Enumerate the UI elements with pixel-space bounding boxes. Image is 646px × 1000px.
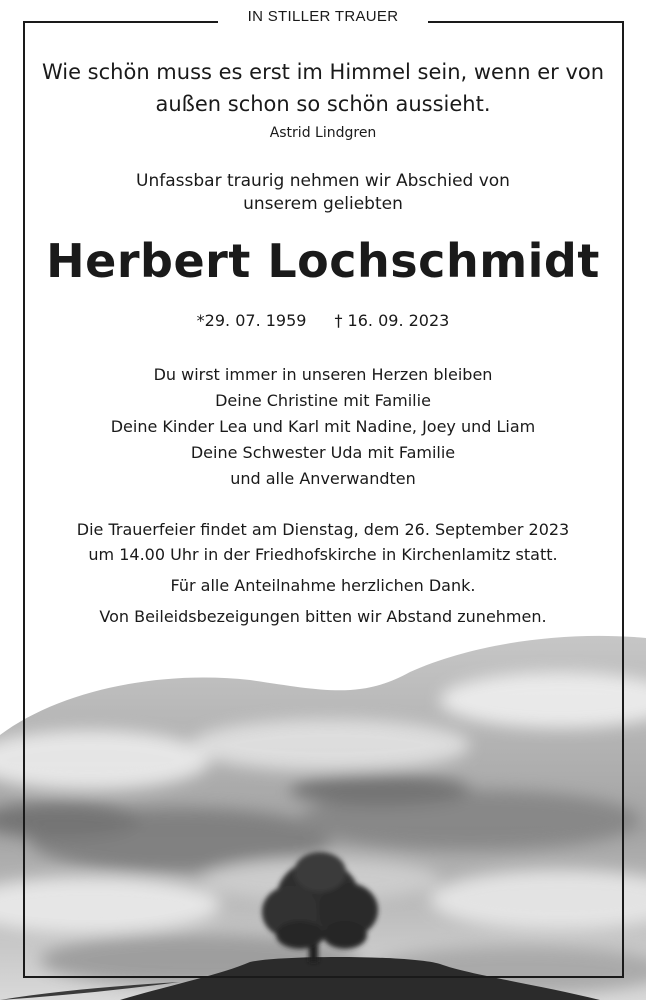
mourner-line: Du wirst immer in unseren Herzen bleiben: [153, 365, 493, 384]
mourners-list: [0, 362, 646, 492]
motto-quote: [0, 56, 646, 120]
mourner-line: Deine Christine mit Familie: [215, 391, 431, 410]
death-date: 16. 09. 2023: [347, 311, 450, 330]
motto-line: Wie schön muss es erst im Himmel sein, wenn er von: [41, 60, 605, 84]
cloudy-sky: [0, 620, 646, 1000]
mourner-line: und alle Anverwandten: [230, 469, 416, 488]
ceremony-info: [0, 517, 646, 567]
motto-author: Astrid Lindgren: [269, 125, 377, 141]
intro-line: Unfassbar traurig nehmen wir Abschied von: [136, 171, 510, 191]
condolences-note: Von Beileidsbezeigungen bitten wir Abstand zunehmen.: [99, 607, 547, 626]
thanks-text: Für alle Anteilnahme herzlichen Dank.: [170, 576, 476, 595]
motto-line: außen schon so schön aussieht.: [155, 92, 491, 116]
mourner-line: Deine Schwester Uda mit Familie: [190, 443, 456, 462]
frame-right: [622, 21, 624, 978]
intro-text: [0, 170, 646, 216]
birth-date: 29. 07. 1959: [204, 311, 307, 330]
header-label: IN STILLER TRAUER: [247, 8, 399, 25]
life-dates: [0, 313, 646, 329]
deceased-name: Herbert Lochschmidt: [46, 234, 600, 288]
death-symbol: †: [334, 311, 343, 330]
frame-left: [23, 21, 25, 978]
ceremony-line: um 14.00 Uhr in der Friedhofskirche in Kirchenlamitz statt.: [88, 545, 558, 564]
mourner-line: Deine Kinder Lea und Karl mit Nadine, Joey und Liam: [110, 417, 536, 436]
birth-symbol: *: [196, 311, 205, 330]
frame-bottom: [23, 976, 624, 978]
intro-line: unserem geliebten: [243, 194, 403, 214]
ceremony-line: Die Trauerfeier findet am Dienstag, dem 26. September 2023: [76, 520, 570, 539]
